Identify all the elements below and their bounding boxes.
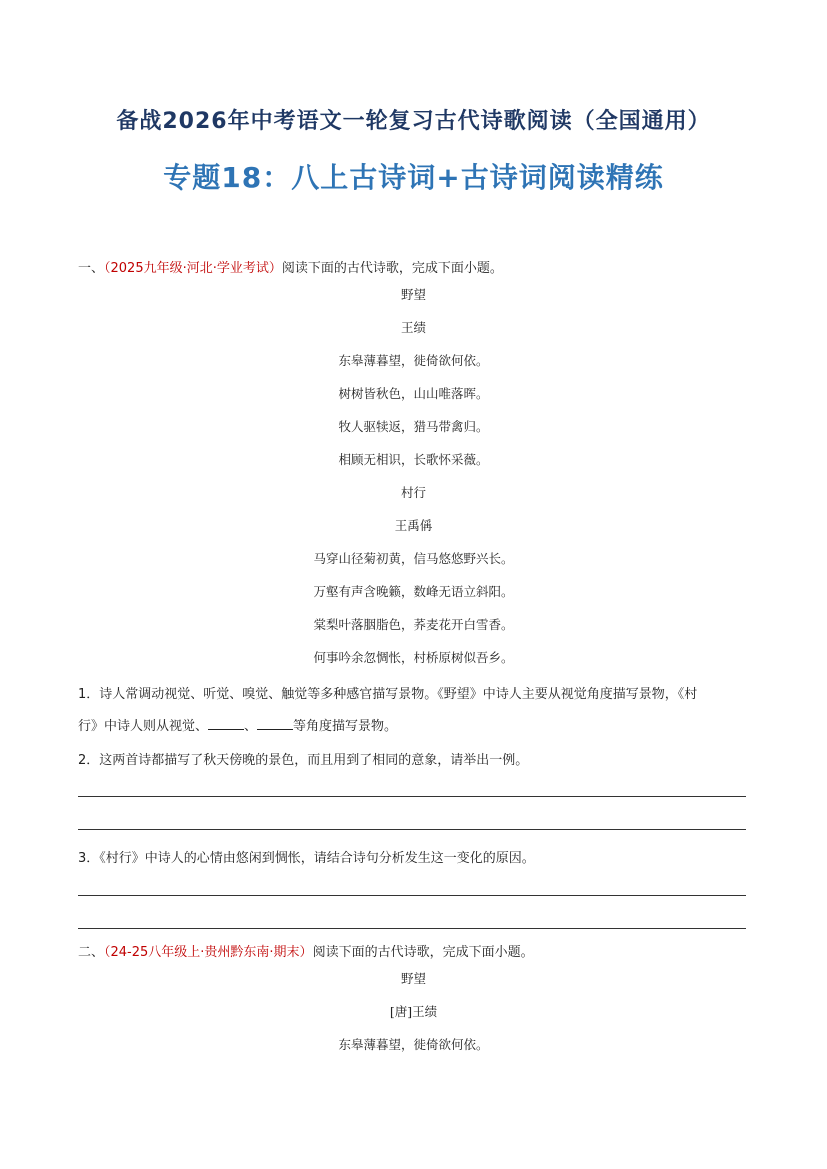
section2-poem-author: [唐]王绩: [389, 1004, 438, 1019]
answer-blank[interactable]: [208, 717, 244, 730]
question-3: 3．《村行》中诗人的心情由悠闲到惆怅，请结合诗句分析发生这一变化的原因。: [78, 851, 535, 866]
document-title: 备战2026年中考语文一轮复习古代诗歌阅读（全国通用）: [116, 109, 711, 134]
poem2-author: 王禹偁: [394, 518, 433, 533]
section1-heading: [78, 257, 503, 276]
poem2-line: 何事吟余忽惆怅，村桥原树似吾乡。: [313, 650, 514, 665]
poem2-title: 村行: [400, 485, 426, 500]
section2-heading: [78, 941, 534, 960]
question-1-text-c: 等角度描写景物。: [293, 719, 398, 734]
answer-line[interactable]: [78, 928, 746, 929]
answer-line[interactable]: [78, 796, 746, 797]
section1-number: 一、: [78, 261, 105, 276]
poem1-title: 野望: [400, 287, 426, 302]
answer-line[interactable]: [78, 829, 746, 830]
section1-source: （2025九年级·河北·学业考试）: [104, 261, 282, 276]
section2-poem-line: 东皋薄暮望，徙倚欲何依。: [338, 1037, 489, 1052]
question-1-line1: 1．诗人常调动视觉、听觉、嗅觉、触觉等多种感官描写景物。《野望》中诗人主要从视觉角度描写景物，《村: [78, 687, 698, 702]
poem1-line: 东皋薄暮望，徙倚欲何依。: [338, 353, 489, 368]
section2-source: （24-25八年级上·贵州黔东南·期末）: [104, 945, 313, 960]
poem1-line: 牧人驱犊返，猎马带禽归。: [338, 419, 489, 434]
question-1-text-b: 、: [244, 719, 258, 734]
answer-line[interactable]: [78, 895, 746, 896]
answer-blank[interactable]: [257, 717, 293, 730]
section2-poem-title: 野望: [400, 971, 426, 986]
section2-number: 二、: [78, 945, 105, 960]
poem2-line: 棠梨叶落胭脂色，荞麦花开白雪香。: [313, 617, 514, 632]
section2-instruction: 阅读下面的古代诗歌，完成下面小题。: [312, 945, 534, 960]
question-1-line2: [78, 715, 397, 734]
poem2-line: 马穿山径菊初黄，信马悠悠野兴长。: [313, 551, 514, 566]
question-1-text-a: 行》中诗人则从视觉、: [78, 719, 209, 734]
poem1-line: 相顾无相识，长歌怀采薇。: [338, 452, 489, 467]
poem1-author: 王绩: [400, 320, 426, 335]
poem2-line: 万壑有声含晚籁，数峰无语立斜阳。: [313, 584, 514, 599]
question-2: 2．这两首诗都描写了秋天傍晚的景色，而且用到了相同的意象，请举出一例。: [78, 753, 529, 768]
section1-instruction: 阅读下面的古代诗歌，完成下面小题。: [281, 261, 503, 276]
poem1-line: 树树皆秋色，山山唯落晖。: [338, 386, 489, 401]
document-subtitle: 专题18：八上古诗词+古诗词阅读精练: [163, 161, 664, 194]
